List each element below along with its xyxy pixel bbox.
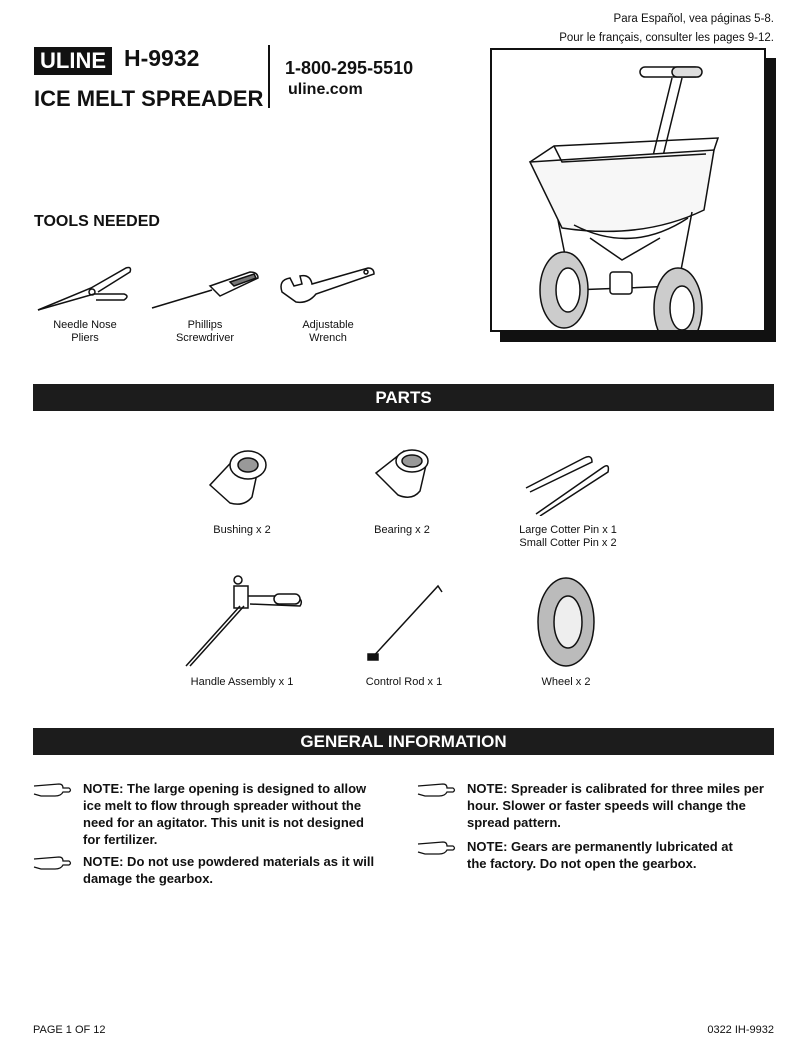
note-powdered-materials: NOTE: Do not use powdered materials as it will damage the gearbox. (33, 853, 403, 889)
spreader-illustration (492, 50, 764, 330)
part-label-cotter-pins: Large Cotter Pin x 1 Small Cotter Pin x 2 (519, 524, 617, 549)
screwdriver-icon (150, 270, 262, 312)
header-divider (268, 45, 270, 108)
pointing-hand-icon (417, 838, 457, 856)
doc-code: 0322 IH-9932 (707, 1024, 774, 1036)
parts-heading: PARTS (33, 384, 774, 411)
part-label-bearing: Bearing x 2 (374, 524, 430, 536)
lang-es: Para Español, vea páginas 5-8. (613, 13, 774, 25)
handle-assembly-icon (178, 566, 306, 670)
language-notes (559, 10, 774, 48)
pointing-hand-icon (33, 780, 73, 798)
wheel-icon (535, 574, 597, 670)
pointing-hand-icon (417, 780, 457, 798)
general-info-heading: GENERAL INFORMATION (33, 728, 774, 755)
pointing-hand-icon (33, 853, 73, 871)
page-number: PAGE 1 OF 12 (33, 1024, 106, 1036)
website: uline.com (288, 81, 363, 98)
tool-label-wrench: Adjustable Wrench (302, 319, 354, 344)
tool-label-screwdriver: Phillips Screwdriver (175, 319, 235, 344)
note-gears-lubricated: NOTE: Gears are permanently lubricated at the factory. Do not open the gearbox. (417, 838, 787, 874)
model-number: H-9932 (124, 45, 200, 71)
bearing-icon (368, 445, 434, 505)
note-calibration: NOTE: Spreader is calibrated for three miles per hour. Slower or faster speeds will change the spread pattern. (417, 780, 787, 834)
product-title: ICE MELT SPREADER (34, 86, 264, 111)
brand-logo: ULINE (34, 47, 112, 75)
part-label-handle-assembly: Handle Assembly x 1 (190, 676, 294, 688)
part-label-bushing: Bushing x 2 (213, 524, 271, 536)
cotter-pin-icon (522, 452, 612, 516)
product-illustration-frame (490, 48, 766, 332)
control-rod-icon (366, 582, 446, 668)
pliers-icon (36, 262, 134, 314)
lang-fr: Pour le français, consulter les pages 9-12. (559, 32, 774, 44)
bushing-icon (200, 445, 272, 509)
phone-number: 1-800-295-5510 (285, 58, 414, 78)
wrench-icon (278, 266, 376, 308)
part-label-wheel: Wheel x 2 (541, 676, 591, 688)
tool-label-pliers: Needle Nose Pliers (53, 319, 117, 344)
note-large-opening: NOTE: The large opening is designed to allow ice melt to flow through spreader without the need for an agitator. This unit is not designed for fertilizer. (33, 780, 403, 850)
tools-heading: TOOLS NEEDED (34, 213, 160, 230)
part-label-control-rod: Control Rod x 1 (365, 676, 443, 688)
